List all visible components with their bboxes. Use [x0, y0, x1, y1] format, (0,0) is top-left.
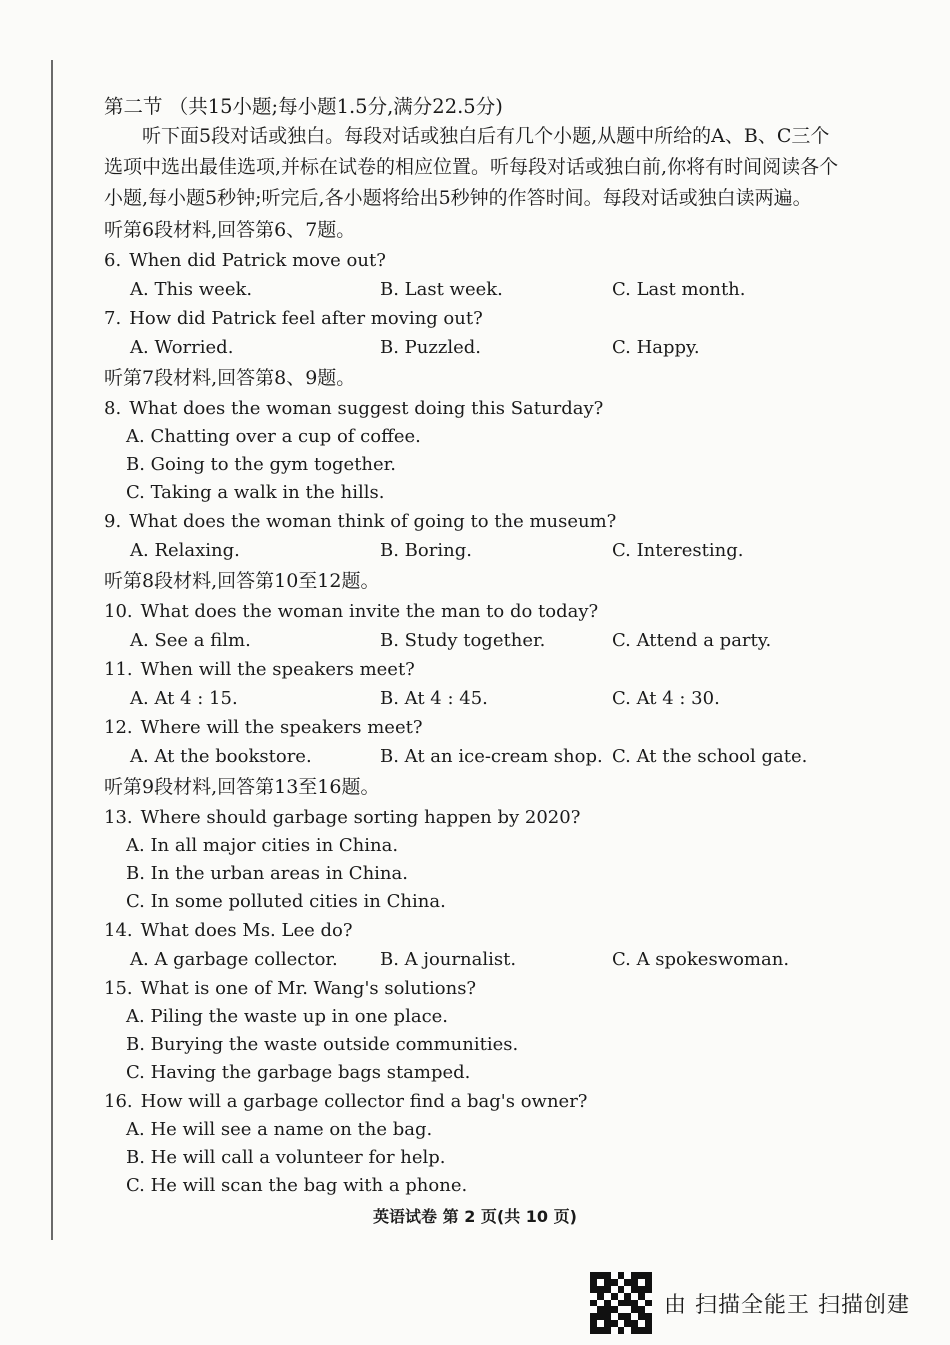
question: 12. Where will the speakers meet?: [104, 717, 423, 738]
option-a[interactable]: A. See a film.: [130, 630, 251, 651]
binding-margin-line: [51, 60, 53, 1240]
option-row: [104, 536, 864, 565]
option-b[interactable]: B. At an ice-cream shop.: [380, 746, 603, 767]
exam-page: [104, 92, 864, 1200]
option-row: [104, 275, 864, 304]
group-heading: 听第7段材料,回答第8、9题。: [104, 367, 356, 389]
option-b[interactable]: B. Going to the gym together.: [126, 454, 397, 475]
option-c[interactable]: C. A spokeswoman.: [612, 949, 790, 970]
page-footer: 英语试卷 第 2 页(共 10 页): [373, 1207, 577, 1226]
option-row: [104, 333, 864, 362]
question: 9. What does the woman think of going to the museum?: [104, 511, 617, 532]
option-a[interactable]: A. A garbage collector.: [130, 949, 338, 970]
option-a[interactable]: A. In all major cities in China.: [126, 835, 399, 856]
option-c[interactable]: C. In some polluted cities in China.: [126, 891, 446, 912]
option-b[interactable]: B. Puzzled.: [380, 337, 481, 358]
option-a[interactable]: A. At the bookstore.: [130, 746, 312, 767]
option-row: [104, 626, 864, 655]
option-row: [104, 684, 864, 713]
question: 11. When will the speakers meet?: [104, 659, 415, 680]
question: 16. How will a garbage collector find a bag's owner?: [104, 1091, 588, 1112]
scanner-stamp: [590, 1272, 910, 1334]
question: 15. What is one of Mr. Wang's solutions?: [104, 978, 477, 999]
option-a[interactable]: A. Chatting over a cup of coffee.: [126, 426, 421, 447]
option-b[interactable]: B. Study together.: [380, 630, 546, 651]
option-a[interactable]: A. Worried.: [130, 337, 234, 358]
option-row: [104, 742, 864, 771]
question: 8. What does the woman suggest doing this Saturday?: [104, 398, 604, 419]
option-c[interactable]: C. He will scan the bag with a phone.: [126, 1175, 468, 1196]
stamp-text: 由 扫描全能王 扫描创建: [664, 1292, 910, 1318]
option-c[interactable]: C. At 4 : 30.: [612, 688, 720, 709]
option-a[interactable]: A. This week.: [130, 279, 253, 300]
section-instructions: 听下面5段对话或独白。每段对话或独白后有几个小题,从题中所给的A、B、C三个选项中选出最佳选项,并标在试卷的相应位置。听每段对话或独白前,你将有时间阅读各个小题,每小题5秒钟;听完后,各小题将给出5秒钟的作答时间。每段对话或独白读两遍。: [104, 125, 839, 209]
question: 7. How did Patrick feel after moving out?: [104, 308, 483, 329]
option-b[interactable]: B. He will call a volunteer for help.: [126, 1147, 446, 1168]
question: 14. What does Ms. Lee do?: [104, 920, 353, 941]
option-b[interactable]: B. Boring.: [380, 540, 472, 561]
option-b[interactable]: B. In the urban areas in China.: [126, 863, 408, 884]
option-c[interactable]: C. At the school gate.: [612, 746, 808, 767]
option-b[interactable]: B. Burying the waste outside communities.: [126, 1034, 519, 1055]
option-c[interactable]: C. Last month.: [612, 279, 746, 300]
option-c[interactable]: C. Happy.: [612, 337, 700, 358]
option-c[interactable]: C. Interesting.: [612, 540, 744, 561]
question: 13. Where should garbage sorting happen by 2020?: [104, 807, 581, 828]
option-a[interactable]: A. Piling the waste up in one place.: [126, 1006, 449, 1027]
section-title: 第二节 （共15小题;每小题1.5分,满分22.5分): [104, 95, 503, 118]
question: 10. What does the woman invite the man to do today?: [104, 601, 599, 622]
option-a[interactable]: A. Relaxing.: [130, 540, 240, 561]
option-c[interactable]: C. Attend a party.: [612, 630, 772, 651]
group-heading: 听第9段材料,回答第13至16题。: [104, 776, 380, 798]
question: 6. When did Patrick move out?: [104, 250, 386, 271]
option-c[interactable]: C. Taking a walk in the hills.: [126, 482, 385, 503]
option-a[interactable]: A. At 4 : 15.: [130, 688, 238, 709]
option-row: [104, 945, 864, 974]
option-b[interactable]: B. At 4 : 45.: [380, 688, 488, 709]
group-heading: 听第8段材料,回答第10至12题。: [104, 570, 380, 592]
option-a[interactable]: A. He will see a name on the bag.: [126, 1119, 433, 1140]
option-b[interactable]: B. Last week.: [380, 279, 503, 300]
option-b[interactable]: B. A journalist.: [380, 949, 517, 970]
option-c[interactable]: C. Having the garbage bags stamped.: [126, 1062, 471, 1083]
qr-code-icon: [590, 1272, 652, 1334]
group-heading: 听第6段材料,回答第6、7题。: [104, 219, 356, 241]
